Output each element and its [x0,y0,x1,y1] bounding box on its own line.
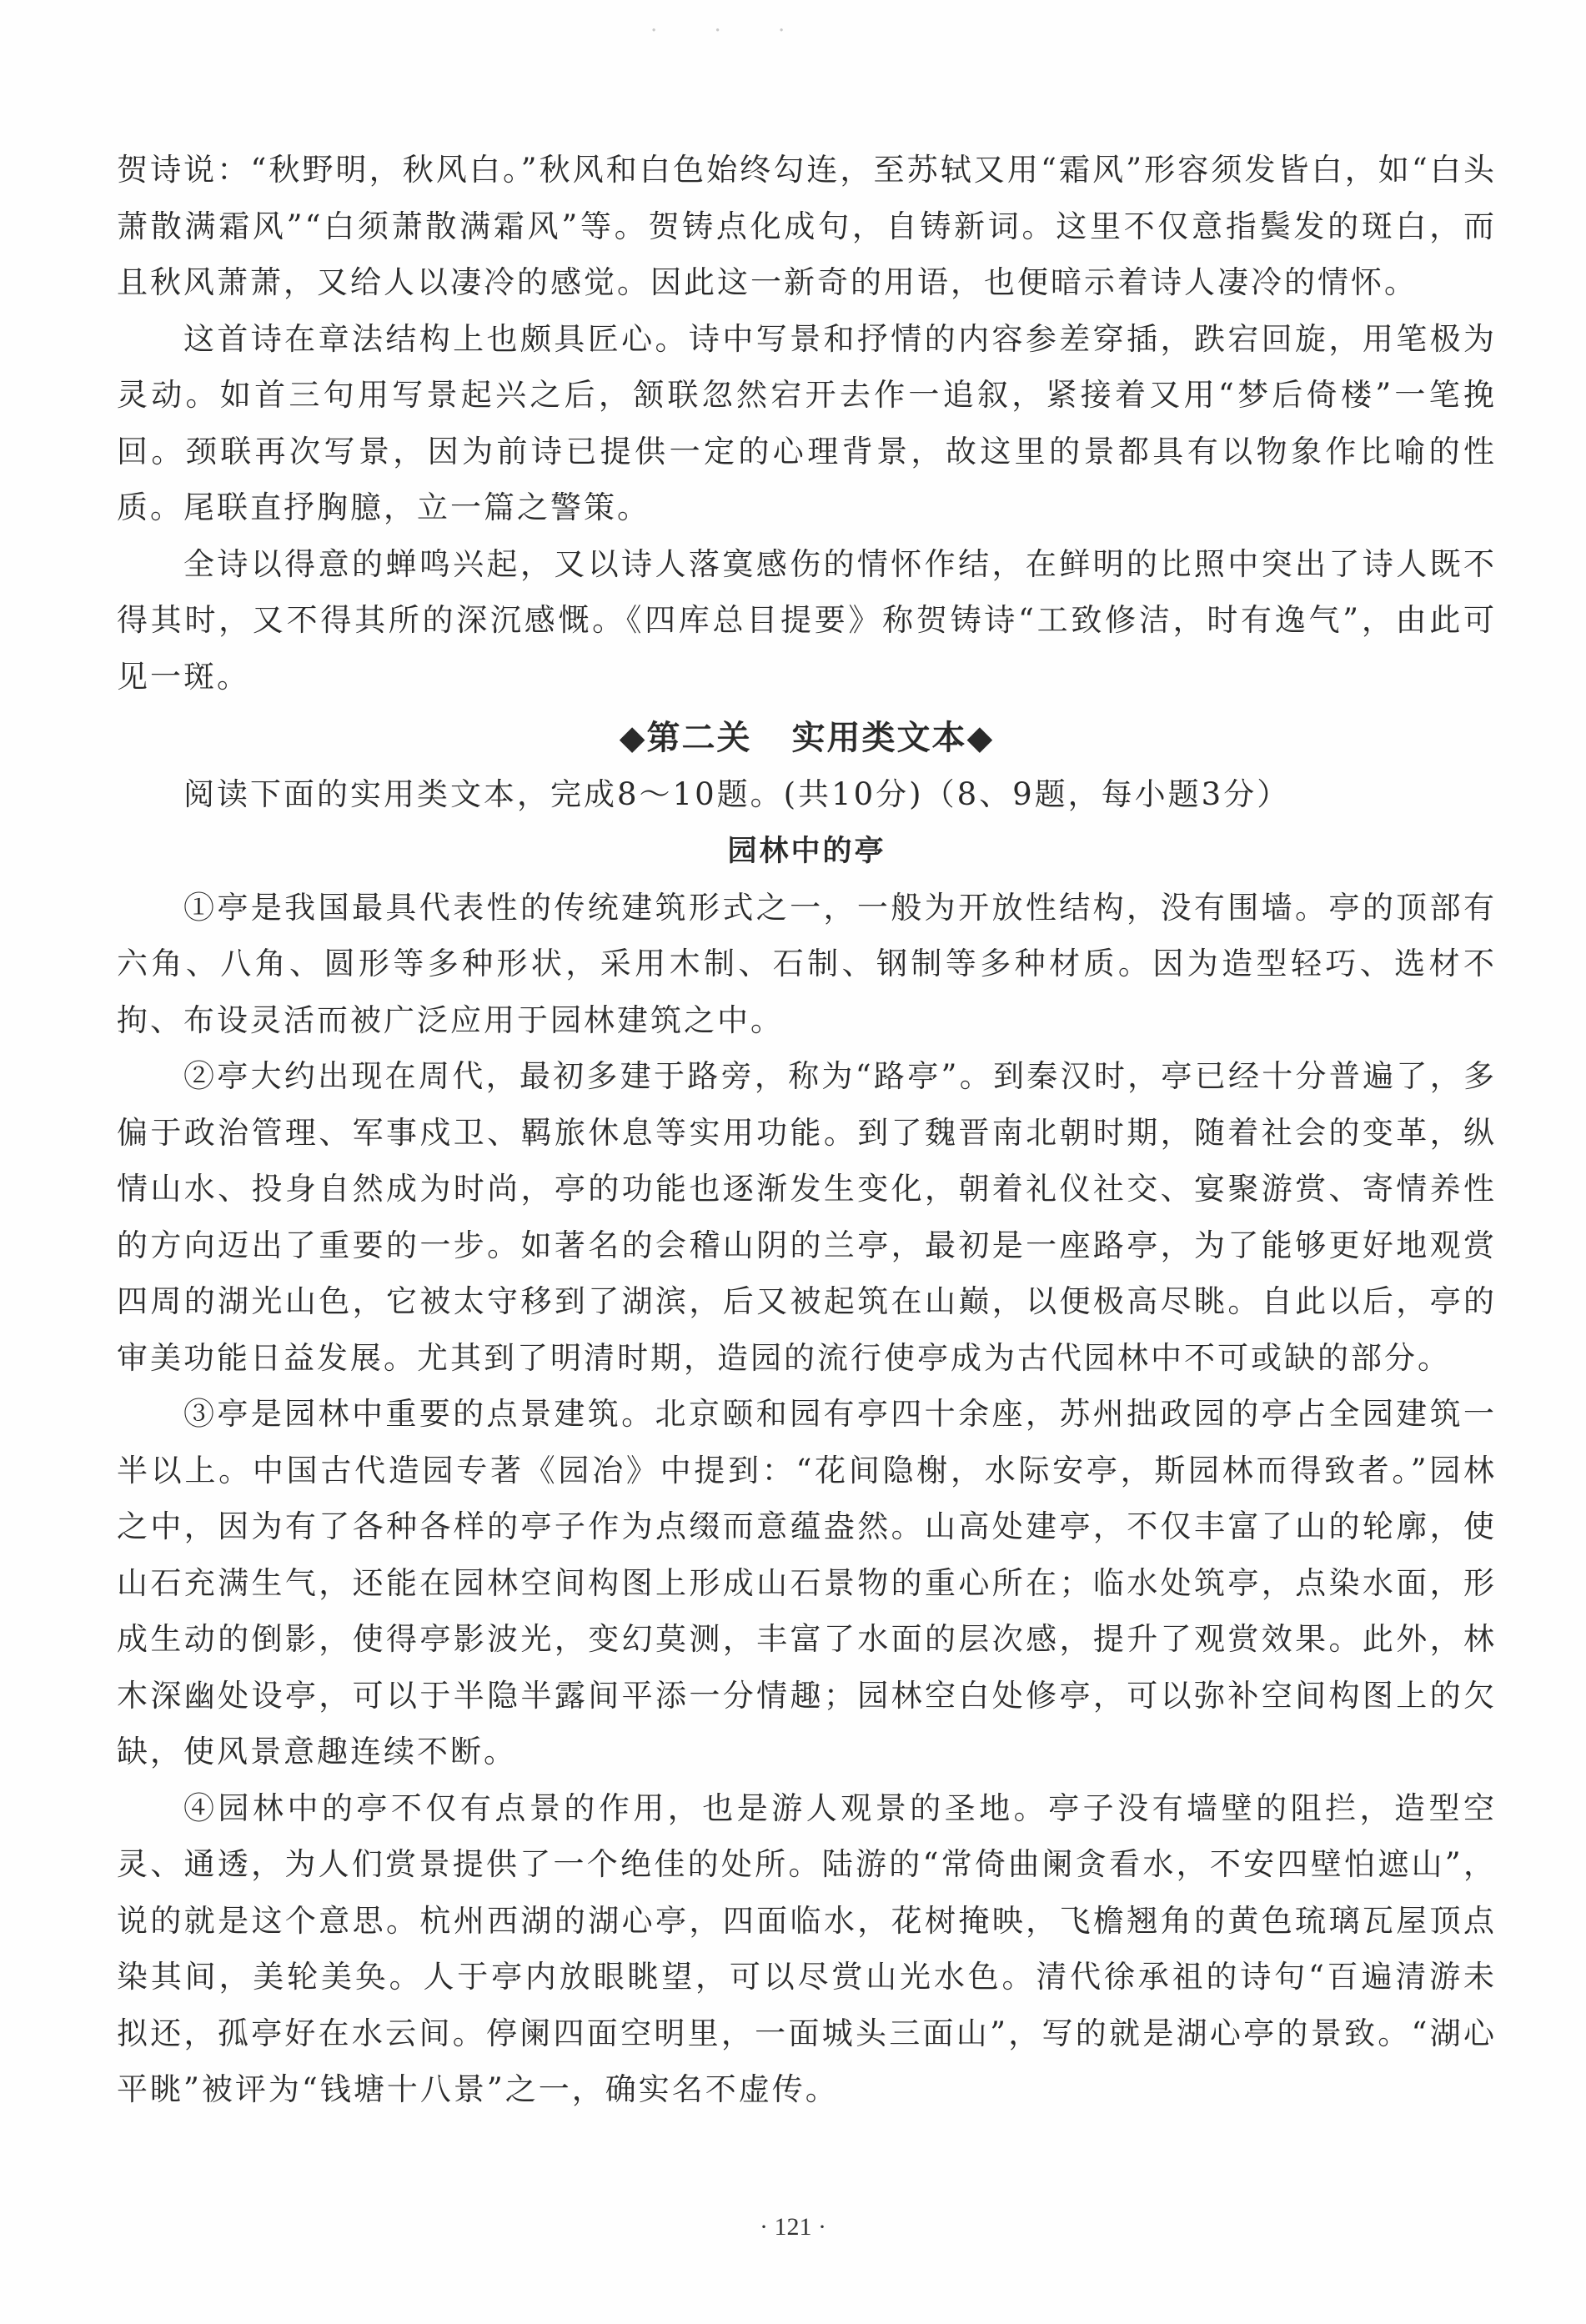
article-paragraph-2: ②亭大约出现在周代，最初多建于路旁，称为“路亭”。到秦汉时，亭已经十分普遍了，多偏于政治管理、军事戍卫、羁旅休息等实用功能。到了魏晋南北朝时期，随着社会的变革，纵情山水、投身自然成为时尚，亭的功能也逐渐发生变化，朝着礼仪社交、宴聚游赏、寄情养性的方向迈出了重要的一步。如著名的会稽山阴的兰亭，最初是一座路亭，为了能够更好地观赏四周的湖光山色，它被太守移到了湖滨，后又被起筑在山巅，以便极高尽眺。自此以后，亭的审美功能日益发展。尤其到了明清时期，造园的流行使亭成为古代园林中不可或缺的部分。 [117,1058,1497,1376]
paragraph-structure: 这首诗在章法结构上也颇具匠心。诗中写景和抒情的内容参差穿插，跌宕回旋，用笔极为灵动。如首三句用写景起兴之后，颔联忽然宕开去作一追叙，紧接着又用“梦后倚楼”一笔挽回。颈联再次写景，因为前诗已提供一定的心理背景，故这里的景都具有以物象作比喻的性质。尾联直抒胸臆，立一篇之警策。 [117,320,1497,525]
paragraph-continued: 贺诗说：“秋野明，秋风白。”秋风和白色始终勾连，至苏轼又用“霜风”形容须发皆白，如“白头萧散满霜风”“白须萧散满霜风”等。贺铸点化成句，自铸新词。这里不仅意指鬓发的斑白，而且秋风萧萧，又给人以凄冷的感觉。因此这一新奇的用语，也便暗示着诗人凄冷的情怀。 [117,152,1497,300]
article-paragraph-3: ③亭是园林中重要的点景建筑。北京颐和园有亭四十余座，苏州拙政园的亭占全园建筑一半以上。中国古代造园专著《园冶》中提到：“花间隐榭，水际安亭，斯园林而得致者。”园林之中，因为有了各种各样的亭子作为点缀而意蕴盎然。山高处建亭，不仅丰富了山的轮廓，使山石充满生气，还能在园林空间构图上形成山石景物的重心所在；临水处筑亭，点染水面，形成生动的倒影，使得亭影波光，变幻莫测，丰富了水面的层次感，提升了观赏效果。此外，林木深幽处设亭，可以于半隐半露间平添一分情趣；园林空白处修亭，可以弥补空间构图上的欠缺，使风景意趣连续不断。 [117,1396,1497,1769]
reading-instruction: 阅读下面的实用类文本，完成8～10题。(共10分)（8、9题，每小题3分） [183,776,1291,812]
article-paragraph-1: ①亭是我国最具代表性的传统建筑形式之一，一般为开放性结构，没有围墙。亭的顶部有六角、八角、圆形等多种形状，采用木制、石制、钢制等多种材质。因为造型轻巧、选材不拘、布设灵活而被广泛应用于园林建筑之中。 [117,889,1497,1038]
article-title: 园林中的亭 [727,834,886,868]
section-heading-right: 实用类文本◆ [791,719,995,757]
page-number: · 121 · [760,2213,826,2241]
page-content [117,142,1497,2118]
article-paragraph-4: ④园林中的亭不仅有点景的作用，也是游人观景的圣地。亭子没有墙壁的阻拦，造型空灵、通透，为人们赏景提供了一个绝佳的处所。陆游的“常倚曲阑贪看水，不安四壁怕遮山”，说的就是这个意思。杭州西湖的湖心亭，四面临水，花树掩映，飞檐翘角的黄色琉璃瓦屋顶点染其间，美轮美奂。人于亭内放眼眺望，可以尽赏山光水色。清代徐承祖的诗句“百遍清游未拟还，孤亭好在水云间。停阑四面空明里，一面城头三面山”，写的就是湖心亭的景致。“湖心平眺”被评为“钱塘十八景”之一，确实名不虚传。 [117,1789,1497,2107]
paragraph-conclusion: 全诗以得意的蝉鸣兴起，又以诗人落寞感伤的情怀作结，在鲜明的比照中突出了诗人既不得其时，又不得其所的深沉感慨。《四库总目提要》称贺铸诗“工致修洁，时有逸气”，由此可见一斑。 [117,545,1497,695]
scan-artifact: · · · [650,18,811,43]
section-heading [117,710,1497,766]
section-heading-left: ◆第二关 [619,719,752,757]
